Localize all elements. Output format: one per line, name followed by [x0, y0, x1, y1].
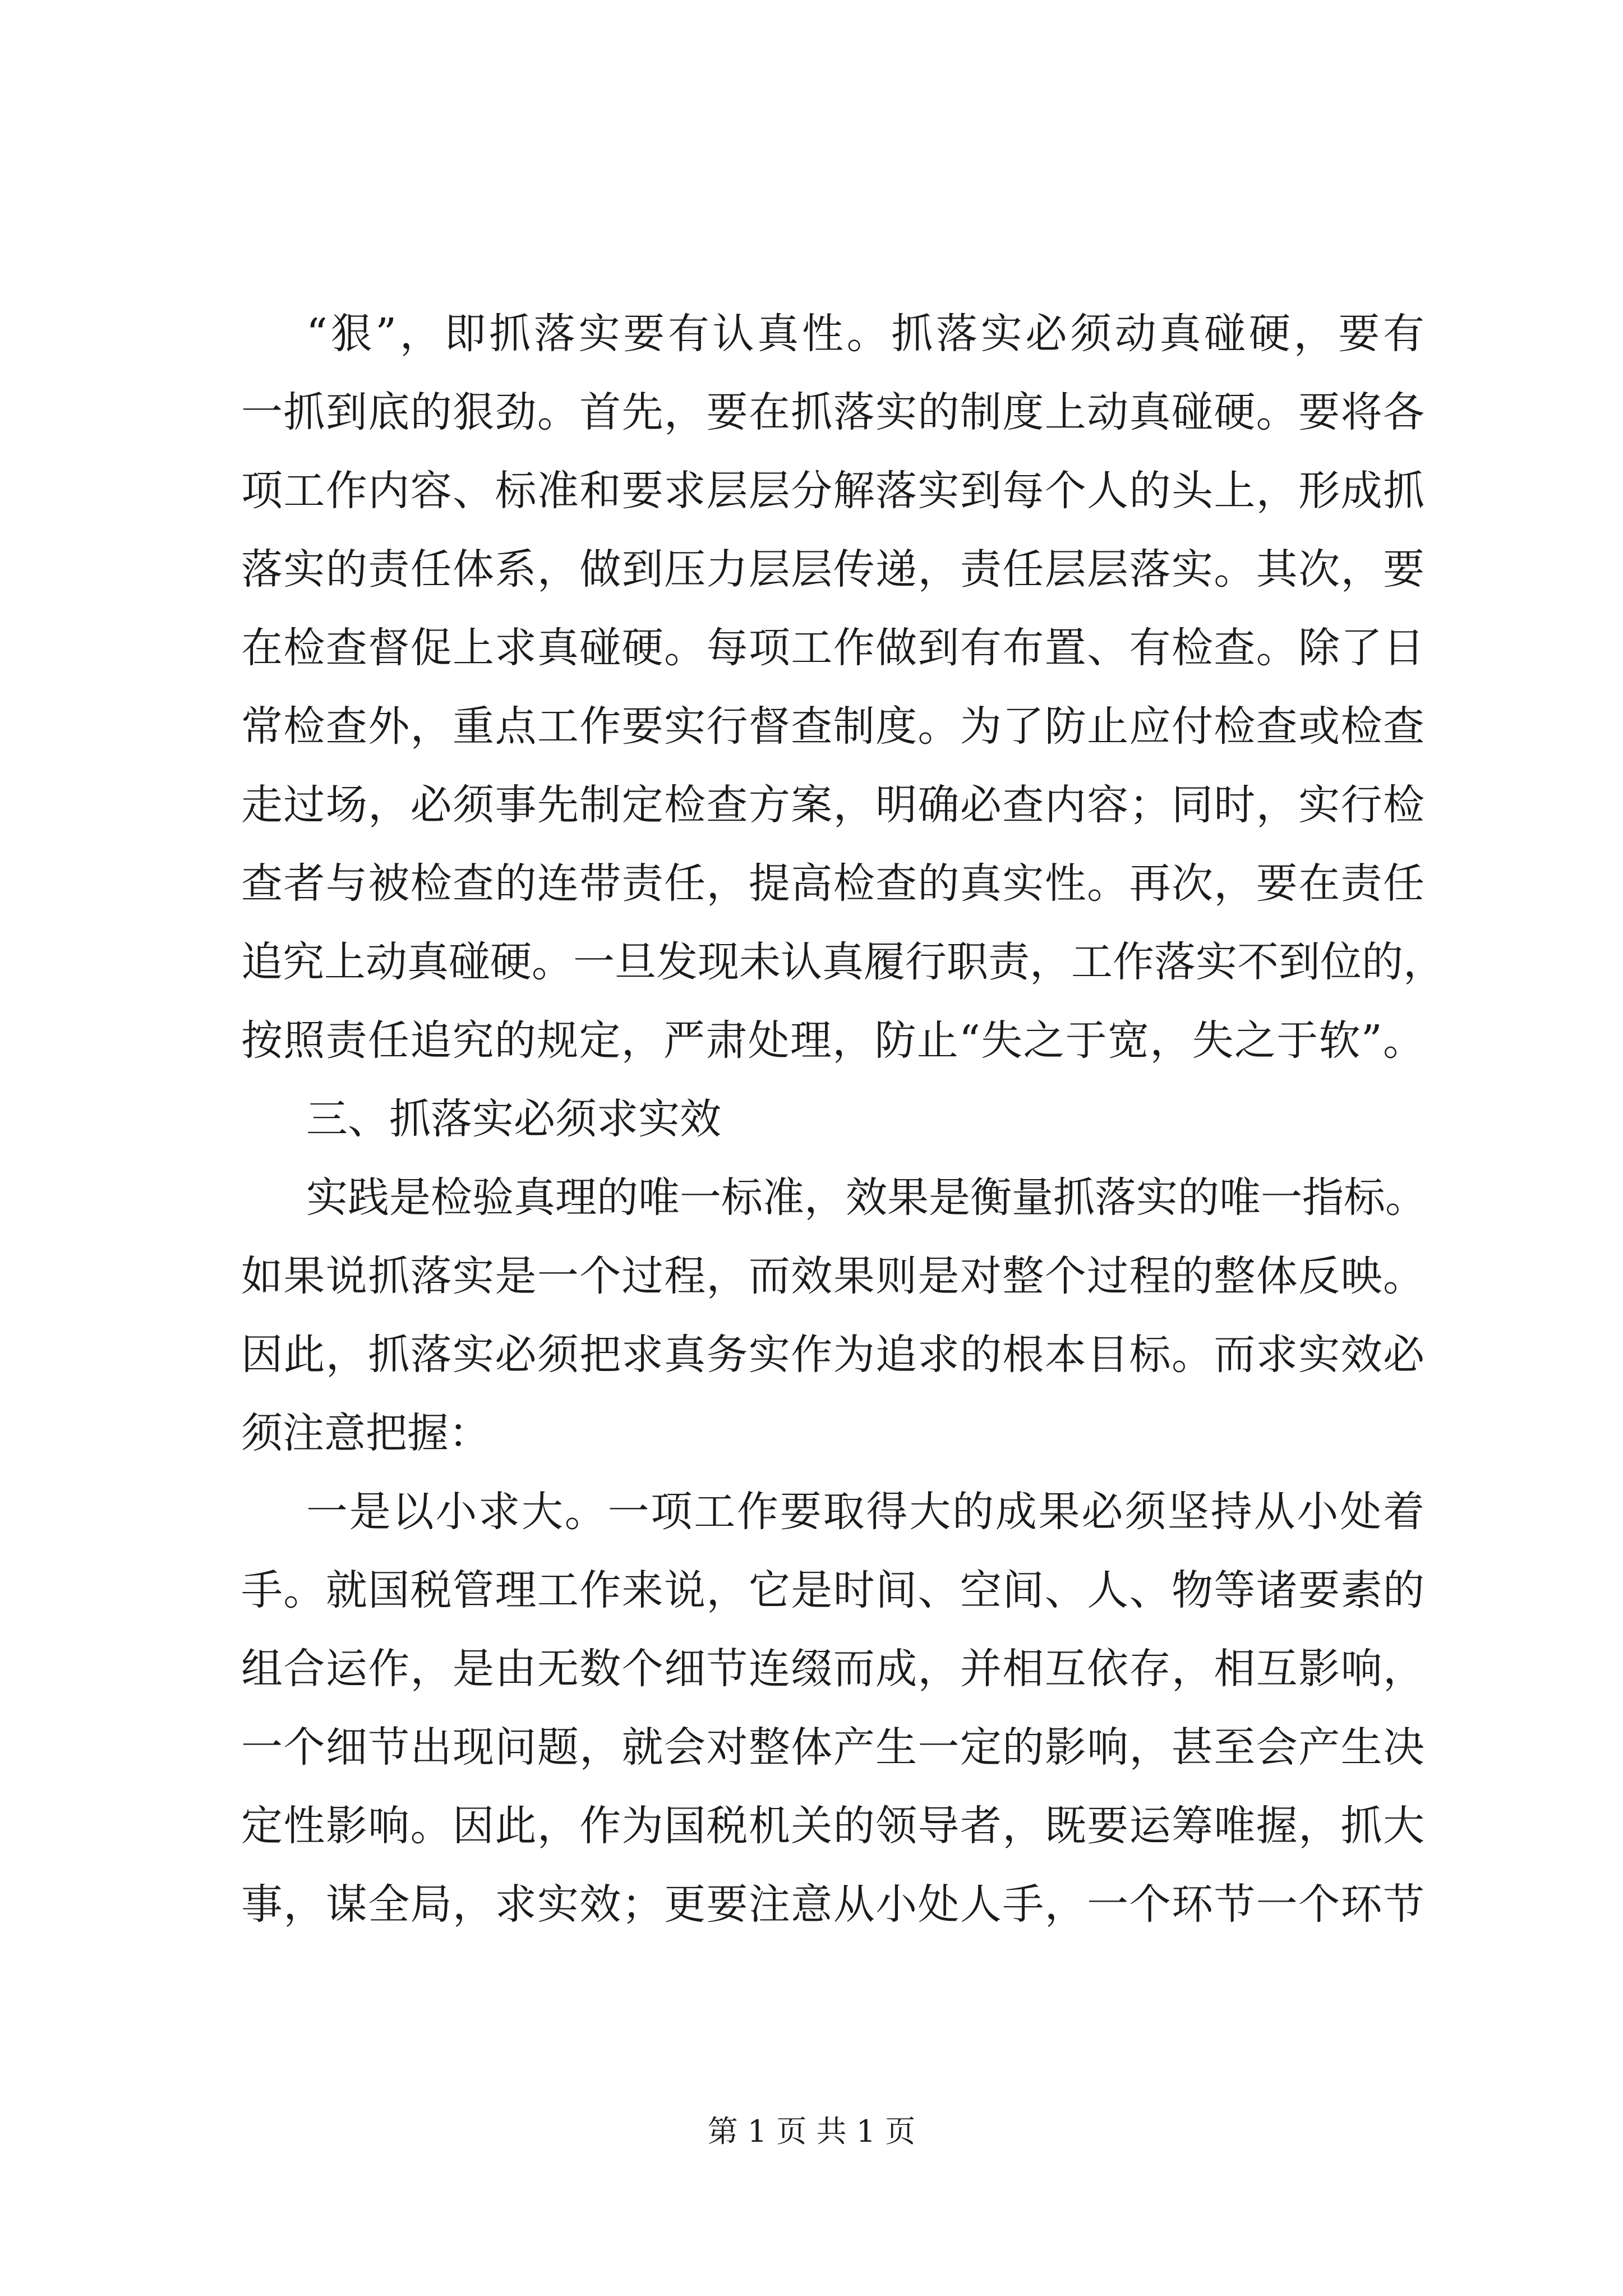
paragraph-line: 事，谋全局，求实效；更要注意从小处人手，一个环节一个环节	[241, 1880, 1424, 1929]
paragraph-line: 实践是检验真理的唯一标准，效果是衡量抓落实的唯一指标。	[306, 1174, 1427, 1222]
paragraph-line: 常检查外，重点工作要实行督查制度。为了防止应付检查或检查	[241, 702, 1424, 751]
paragraph-line: 查者与被检查的连带责任，提高检查的真实性。再次，要在责任	[241, 859, 1424, 908]
paragraph-line: 追究上动真碰硬。一旦发现未认真履行职责，工作落实不到位的，	[241, 938, 1445, 986]
paragraph-line: 落实的责任体系，做到压力层层传递，责任层层落实。其次，要	[241, 545, 1424, 593]
paragraph-line: 一是以小求大。一项工作要取得大的成果必须坚持从小处着	[306, 1488, 1424, 1536]
paragraph-line: 在检查督促上求真碰硬。每项工作做到有布置、有检查。除了日	[241, 624, 1424, 672]
paragraph-line: 定性影响。因此，作为国税机关的领导者，既要运筹唯握，抓大	[241, 1802, 1424, 1850]
page-footer: 第 1 页 共 1 页	[707, 2114, 916, 2149]
paragraph-line: 须注意把握：	[241, 1409, 490, 1457]
paragraph-line: “狠”，即抓落实要有认真性。抓落实必须动真碰硬，要有	[306, 310, 1424, 358]
paragraph-line: 一抓到底的狠劲。首先，要在抓落实的制度上动真碰硬。要将各	[241, 388, 1424, 436]
paragraph-line: 按照责任追究的规定，严肃处理，防止“失之于宽，失之于软”。	[241, 1016, 1424, 1065]
paragraph-line: 一个细节出现问题，就会对整体产生一定的影响，甚至会产生决	[241, 1723, 1424, 1772]
paragraph-line: 如果说抓落实是一个过程，而效果则是对整个过程的整体反映。	[241, 1252, 1424, 1300]
section-heading: 三、抓落实必须求实效	[306, 1095, 721, 1143]
paragraph-line: 项工作内容、标准和要求层层分解落实到每个人的头上，形成抓	[241, 467, 1424, 515]
paragraph-line: 因此，抓落实必须把求真务实作为追求的根本目标。而求实效必	[241, 1331, 1424, 1379]
paragraph-line: 走过场，必须事先制定检查方案，明确必查内容；同时，实行检	[241, 781, 1424, 829]
paragraph-line: 手。就国税管理工作来说，它是时间、空间、人、物等诸要素的	[241, 1566, 1424, 1614]
paragraph-line: 组合运作，是由无数个细节连缀而成，并相互依存，相互影响，	[241, 1645, 1424, 1693]
